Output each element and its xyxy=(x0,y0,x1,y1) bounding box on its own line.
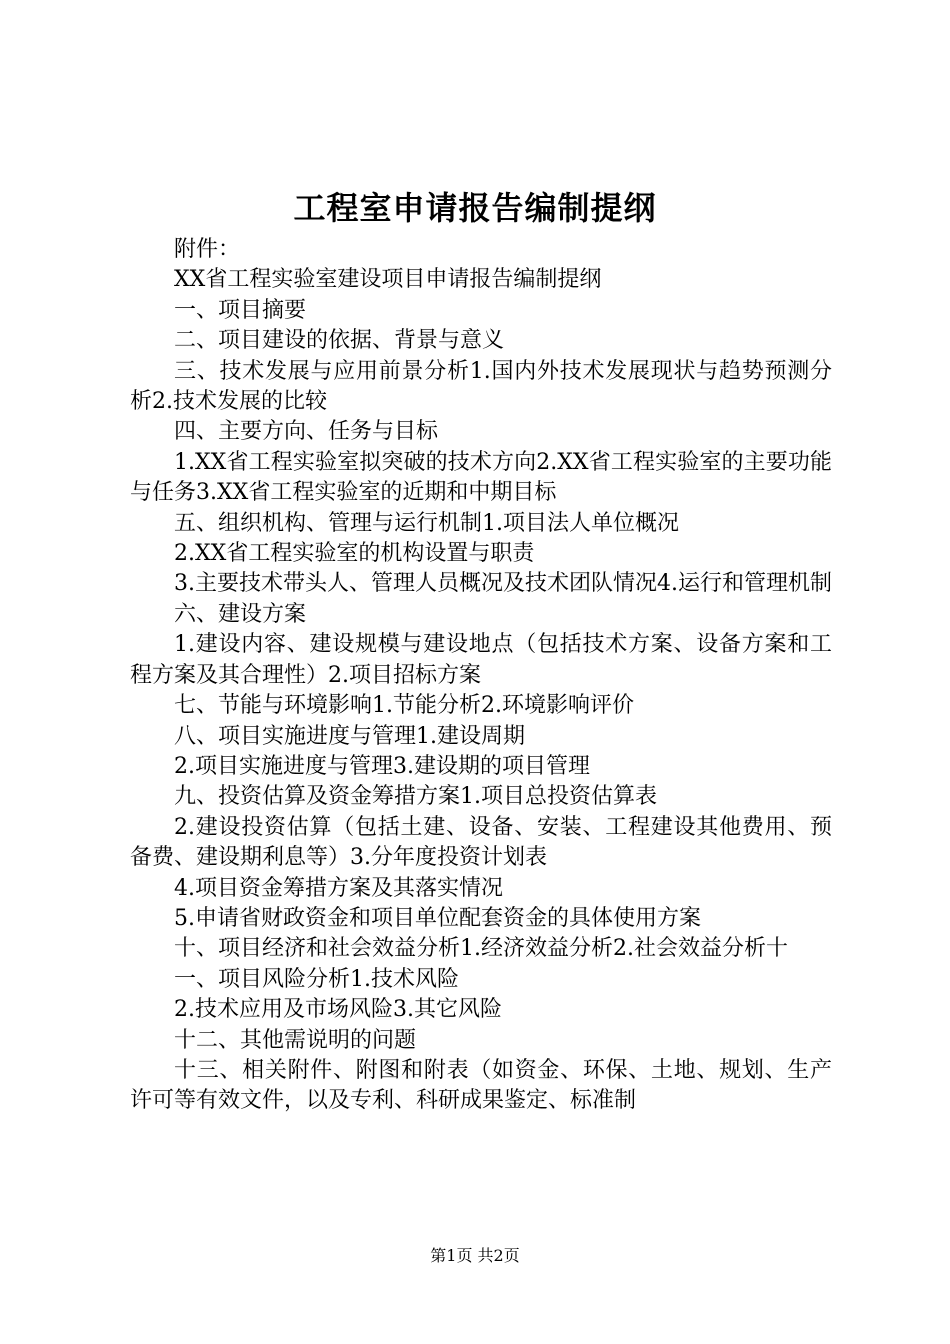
paragraph: 十二、其他需说明的问题 xyxy=(174,1027,417,1053)
paragraph: 五、组织机构、管理与运行机制1.项目法人单位概况 xyxy=(174,510,679,536)
document-title: 工程室申请报告编制提纲 xyxy=(293,189,657,227)
paragraph: 2.建设投资估算（包括土建、设备、安装、工程建设其他费用、预备费、建设期利息等）3.分年度投资计划表 xyxy=(130,814,832,871)
paragraph: 七、节能与环境影响1.节能分析2.环境影响评价 xyxy=(174,693,634,719)
paragraph: 附件： xyxy=(174,237,241,262)
paragraph: 2.技术应用及市场风险3.其它风险 xyxy=(174,997,502,1023)
paragraph: 一、项目摘要 xyxy=(174,297,307,323)
paragraph: 十、项目经济和社会效益分析1.经济效益分析2.社会效益分析十 xyxy=(174,936,788,962)
paragraph: 4.项目资金筹措方案及其落实情况 xyxy=(174,875,503,901)
paragraph: 2.XX省工程实验室的机构设置与职责 xyxy=(174,541,535,567)
paragraph: 1.XX省工程实验室拟突破的技术方向2.XX省工程实验室的主要功能与任务3.XX省工程实验室的近期和中期目标 xyxy=(130,449,832,506)
paragraph: 四、主要方向、任务与目标 xyxy=(174,419,439,445)
paragraph: 十三、相关附件、附图和附表（如资金、环保、土地、规划、生产许可等有效文件，以及专利、科研成果鉴定、标准制 xyxy=(130,1057,832,1114)
paragraph: XX省工程实验室建设项目申请报告编制提纲 xyxy=(174,267,602,293)
paragraph: 九、投资估算及资金筹措方案1.项目总投资估算表 xyxy=(174,784,657,810)
page-footer: 第1页 共2页 xyxy=(430,1246,520,1265)
paragraph: 八、项目实施进度与管理1.建设周期 xyxy=(174,723,525,749)
paragraph: 5.申请省财政资金和项目单位配套资金的具体使用方案 xyxy=(174,905,701,931)
paragraph: 1.建设内容、建设规模与建设地点（包括技术方案、设备方案和工程方案及其合理性）2.项目招标方案 xyxy=(130,632,832,688)
paragraph: 三、技术发展与应用前景分析1.国内外技术发展现状与趋势预测分析2.技术发展的比较 xyxy=(130,358,832,415)
paragraph: 一、项目风险分析1.技术风险 xyxy=(174,966,459,992)
paragraph: 2.项目实施进度与管理3.建设期的项目管理 xyxy=(174,753,590,779)
paragraph: 二、项目建设的依据、背景与意义 xyxy=(174,328,505,354)
document-body xyxy=(130,235,832,1117)
paragraph: 3.主要技术带头人、管理人员概况及技术团队情况4.运行和管理机制 xyxy=(174,571,832,597)
paragraph: 六、建设方案 xyxy=(174,601,307,627)
